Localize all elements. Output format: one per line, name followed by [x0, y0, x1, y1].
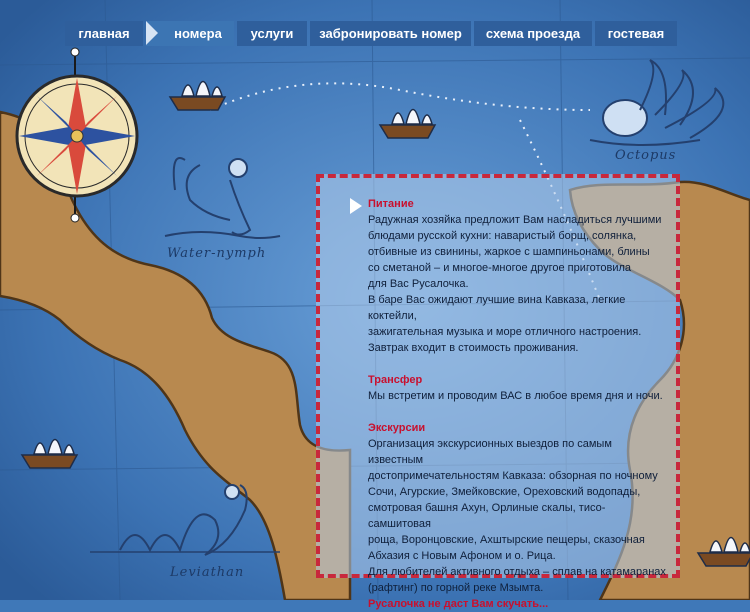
- nav-item-home[interactable]: главная: [65, 21, 143, 46]
- section-title-food: Питание: [368, 198, 414, 210]
- food-line: блюдами русской кухни: наваристый борщ, солянка,: [368, 230, 637, 242]
- food-line: Завтрак входит в стоимость проживания.: [368, 342, 579, 354]
- excursion-line: достопримечательностям Кавказа: обзорная по ночному: [368, 470, 658, 482]
- nav-arrow-icon: [146, 21, 158, 45]
- nav-item-directions[interactable]: схема проезда: [474, 21, 592, 46]
- services-content: [368, 196, 668, 612]
- excursion-line: Организация экскурсионных выездов по самым известным: [368, 438, 612, 466]
- food-line: зажигательная музыка и море отличного настроения.: [368, 326, 642, 338]
- section-title-excursions: Экскурсии: [368, 422, 426, 434]
- excursion-line: смотровая башня Ахун, Орлиные скалы, тисо-самшитовая: [368, 502, 606, 530]
- food-line: отбивные из свинины, жаркое с шампиньонами, блины: [368, 246, 650, 258]
- nav-item-rooms-label: номера: [174, 26, 222, 41]
- food-line: для Вас Русалочка.: [368, 278, 469, 290]
- map-label-leviathan: Leviathan: [170, 565, 245, 580]
- nav-item-rooms[interactable]: [146, 21, 234, 46]
- excursion-line: роща, Воронцовские, Ахштырские пещеры, сказочная: [368, 534, 645, 546]
- excursion-line: Для любителей активного отдыха – сплав на катамаранах: [368, 566, 666, 578]
- excursion-line: Сочи, Агурские, Змейковские, Ореховский водопады,: [368, 486, 641, 498]
- transfer-line: Мы встретим и проводим ВАС в любое время дня и ночи.: [368, 390, 663, 402]
- section-title-transfer: Трансфер: [368, 374, 423, 386]
- food-line: со сметаной – и многое-многое другое приготовила: [368, 262, 632, 274]
- main-nav: [65, 21, 680, 46]
- nav-item-booking[interactable]: забронировать номер: [310, 21, 471, 46]
- excursion-line: Абхазия с Новым Афоном и о. Рица.: [368, 550, 556, 562]
- food-line: В баре Вас ожидают лучшие вина Кавказа, легкие коктейли,: [368, 294, 626, 322]
- closing-slogan: Русалочка не даст Вам скучать...: [368, 598, 549, 610]
- food-line: Радужная хозяйка предложит Вам насладиться лучшими: [368, 214, 662, 226]
- services-panel: [316, 174, 680, 610]
- map-label-octopus: Octopus: [615, 148, 677, 163]
- map-label-water-nymph: Water-nymph: [167, 246, 267, 261]
- section-arrow-icon: [350, 198, 362, 214]
- excursion-line: (рафтинг) по горной реке Мзымта.: [368, 582, 544, 594]
- nav-item-services[interactable]: услуги: [237, 21, 307, 46]
- nav-item-guestbook[interactable]: гостевая: [595, 21, 677, 46]
